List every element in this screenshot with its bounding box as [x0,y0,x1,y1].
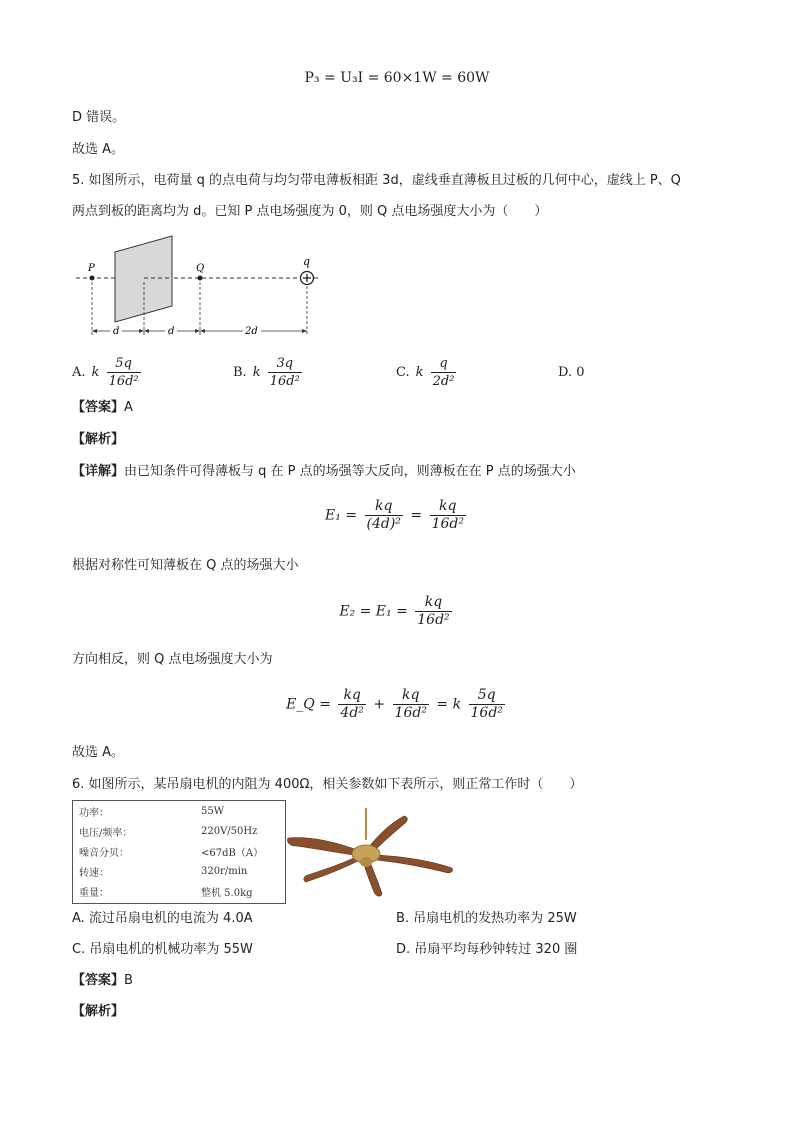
ceiling-fan-image [284,808,459,900]
symmetry-text: 根据对称性可知薄板在 Q 点的场强大小 [72,558,299,573]
option-c: C. k $\frac{q}{\text{2d²}}$ [396,356,455,389]
spec-row [73,841,269,861]
equation-p3: P₃ = U₃I = 60×1W = 60W [304,70,490,86]
option-6b: B. 吊扇电机的发热功率为 25W [396,911,577,926]
analysis-5-tag: 【解析】 [72,432,125,447]
analysis-6-tag: 【解析】 [72,1004,125,1019]
charged-plate [115,236,172,322]
question-6-line-1: 6. 如图所示，某吊扇电机的内阻为 400Ω，相关参数如下表所示，则正常工作时（ ） [72,777,583,792]
spec-key: 重量： [79,887,109,899]
option-b: B. k $\frac{3q}{\text{16d²}}$ [233,356,300,389]
spec-row [73,881,269,901]
label-q: Q [196,263,205,274]
option-6d: D. 吊扇平均每秒钟转过 320 圈 [396,942,578,957]
spec-value: 55W [201,805,225,817]
label-charge: q [303,255,311,268]
spec-row [73,861,269,881]
opposite-text: 方向相反，则 Q 点电场强度大小为 [72,652,273,667]
choose-a-text: 故选 A。 [72,142,125,157]
fan-blade [287,838,362,856]
dim-d-2: d [168,326,175,337]
equation-eq: E_Q = $\frac{kq}{\text{4d²}}$ + $\frac{kq}{\text{16d²}}$ = k $\frac{5q}{\text{16d²}}$ [286,687,503,721]
equation-e2: E₂ = E₁ = $\frac{kq}{\text{16d²}}$ [339,594,450,628]
dim-d-1: d [113,326,120,337]
point-p [90,276,95,281]
question-5-line-1: 5. 如图所示，电荷量 q 的点电荷与均匀带电薄板相距 3d，虚线垂直薄板且过板的几何中心，虚线上 P、Q [72,173,681,188]
detail-5: 【详解】由已知条件可得薄板与 q 在 P 点的场强等大反向，则薄板在在 P 点的场强大小 [72,464,576,479]
spec-key: 噪音分贝： [79,847,129,859]
answer-5: 【答案】A [72,400,133,415]
question-5-line-2: 两点到板的距离均为 d。已知 P 点电场强度为 0，则 Q 点电场强度大小为（ ） [72,204,548,219]
spec-key: 转速： [79,867,109,879]
spec-row [73,821,269,841]
option-d: D. 0 [558,365,585,380]
spec-table [73,801,269,901]
spec-value: 320r/min [201,865,248,877]
spec-table-box [72,800,286,904]
option-a: A. k $\frac{5q}{\text{16d²}}$ [72,356,139,389]
spec-key: 电压/频率： [79,827,133,839]
dim-2d: 2d [245,326,258,337]
spec-value: <67dB（A） [201,847,264,859]
point-q [198,276,203,281]
spec-key: 功率： [79,807,109,819]
spec-row [73,801,269,821]
spec-value: 220V/50Hz [201,825,258,837]
option-6a: A. 流过吊扇电机的电流为 4.0A [72,911,253,926]
charge-plate-diagram [70,230,330,345]
option-6c: C. 吊扇电机的机械功率为 55W [72,942,253,957]
label-p: P [88,263,95,274]
answer-6: 【答案】B [72,973,133,988]
spec-value: 整机 5.0kg [201,887,253,899]
choose-5-text: 故选 A。 [72,745,125,760]
d-wrong-text: D 错误。 [72,110,126,125]
equation-e1: E₁ = $\frac{kq}{\text{(4d)²}}$ = $\frac{kq}{\text{16d²}}$ [325,498,464,532]
